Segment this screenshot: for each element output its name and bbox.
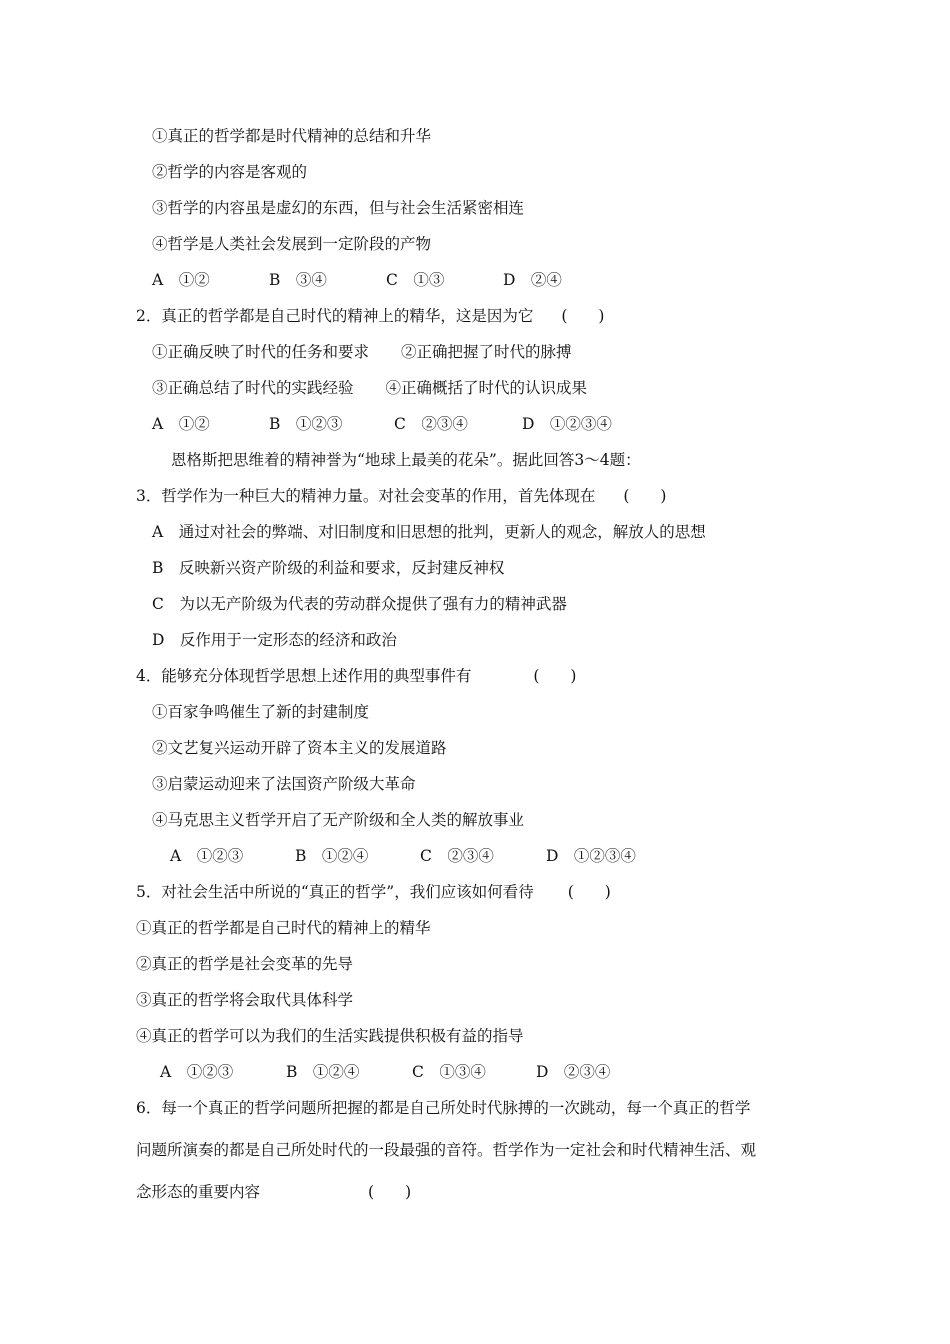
- question-6-line-2: 问题所演奏的都是自己所处时代的一段最强的音符。哲学作为一定社会和时代精神生活、观: [136, 1141, 757, 1159]
- question-5: [136, 882, 611, 902]
- q5-statement-1: ①真正的哲学都是自己时代的精神上的精华: [136, 919, 431, 937]
- question-5-text: 5．对社会生活中所说的“真正的哲学”，我们应该如何看待: [136, 883, 534, 901]
- q5-option-c: C ①③④: [412, 1063, 486, 1081]
- q3-4-intro: 恩格斯把思维着的精神誉为“地球上最美的花朵”。据此回答3～4题：: [171, 451, 641, 469]
- q2-statements-3-4: [152, 378, 587, 398]
- q1-statement-4: ④哲学是人类社会发展到一定阶段的产物: [152, 235, 432, 253]
- question-3: [136, 486, 666, 506]
- q3-option-c: C 为以无产阶级为代表的劳动群众提供了强有力的精神武器: [152, 595, 567, 613]
- q5-statement-4: ④真正的哲学可以为我们的生活实践提供积极有益的指导: [136, 1027, 524, 1045]
- answer-blank: ( ): [533, 667, 577, 685]
- question-3-text: 3．哲学作为一种巨大的精神力量。对社会变革的作用，首先体现在: [136, 487, 596, 505]
- q4-statement-4: ④马克思主义哲学开启了无产阶级和全人类的解放事业: [152, 811, 525, 829]
- question-6-line-3: [136, 1182, 411, 1202]
- q5-options: [160, 1062, 610, 1082]
- q1-statement-3: ③哲学的内容虽是虚幻的东西，但与社会生活紧密相连: [152, 199, 525, 217]
- q2-statements-1-2: [152, 342, 572, 362]
- q2-option-b: B ①②③: [269, 415, 343, 433]
- q2-statement-1: ①正确反映了时代的任务和要求: [152, 343, 370, 361]
- q5-statement-3: ③真正的哲学将会取代具体科学: [136, 991, 354, 1009]
- q4-options: [170, 846, 636, 866]
- q5-option-a: A ①②③: [160, 1063, 234, 1081]
- q4-option-d: D ①②③④: [546, 847, 636, 865]
- answer-blank: ( ): [567, 883, 611, 901]
- q4-option-a: A ①②③: [170, 847, 244, 865]
- question-4: [136, 666, 576, 686]
- question-6-text: 念形态的重要内容: [136, 1183, 261, 1201]
- q4-statement-1: ①百家争鸣催生了新的封建制度: [152, 703, 370, 721]
- q4-statement-3: ③启蒙运动迎来了法国资产阶级大革命: [152, 775, 416, 793]
- q2-statement-4: ④正确概括了时代的认识成果: [385, 379, 588, 397]
- q3-option-a: A 通过对社会的弊端、对旧制度和旧思想的批判，更新人的观念，解放人的思想: [152, 523, 706, 541]
- q1-option-d: D ②④: [503, 271, 562, 289]
- answer-blank: ( ): [623, 487, 667, 505]
- question-6-line-1: 6．每一个真正的哲学问题所把握的都是自己所处时代脉搏的一次跳动，每一个真正的哲学: [136, 1099, 751, 1117]
- answer-blank: ( ): [368, 1183, 412, 1201]
- q4-option-c: C ②③④: [420, 847, 494, 865]
- q3-option-b: B 反映新兴资产阶级的利益和要求，反封建反神权: [152, 559, 505, 577]
- q5-option-b: B ①②④: [286, 1063, 360, 1081]
- q2-options: [152, 414, 612, 434]
- q5-statement-2: ②真正的哲学是社会变革的先导: [136, 955, 354, 973]
- q2-statement-3: ③正确总结了时代的实践经验: [152, 379, 354, 397]
- question-4-text: 4．能够充分体现哲学思想上述作用的典型事件有: [136, 667, 472, 685]
- question-2-text: 2．真正的哲学都是自己时代的精神上的精华，这是因为它: [136, 307, 534, 325]
- q2-option-a: A ①②: [152, 415, 210, 433]
- q1-option-a: A ①②: [152, 271, 210, 289]
- q3-option-d: D 反作用于一定形态的经济和政治: [152, 631, 397, 649]
- q1-options: [152, 270, 562, 290]
- q1-statement-1: ①真正的哲学都是时代精神的总结和升华: [152, 127, 432, 145]
- question-2: [136, 306, 604, 326]
- q4-option-b: B ①②④: [295, 847, 369, 865]
- q1-option-c: C ①③: [386, 271, 445, 289]
- q2-option-d: D ①②③④: [522, 415, 612, 433]
- q2-option-c: C ②③④: [394, 415, 468, 433]
- q2-statement-2: ②正确把握了时代的脉搏: [401, 343, 572, 361]
- q5-option-d: D ②③④: [536, 1063, 611, 1081]
- q1-statement-2: ②哲学的内容是客观的: [152, 163, 308, 181]
- q1-option-b: B ③④: [269, 271, 327, 289]
- q4-statement-2: ②文艺复兴运动开辟了资本主义的发展道路: [152, 739, 447, 757]
- answer-blank: ( ): [561, 307, 605, 325]
